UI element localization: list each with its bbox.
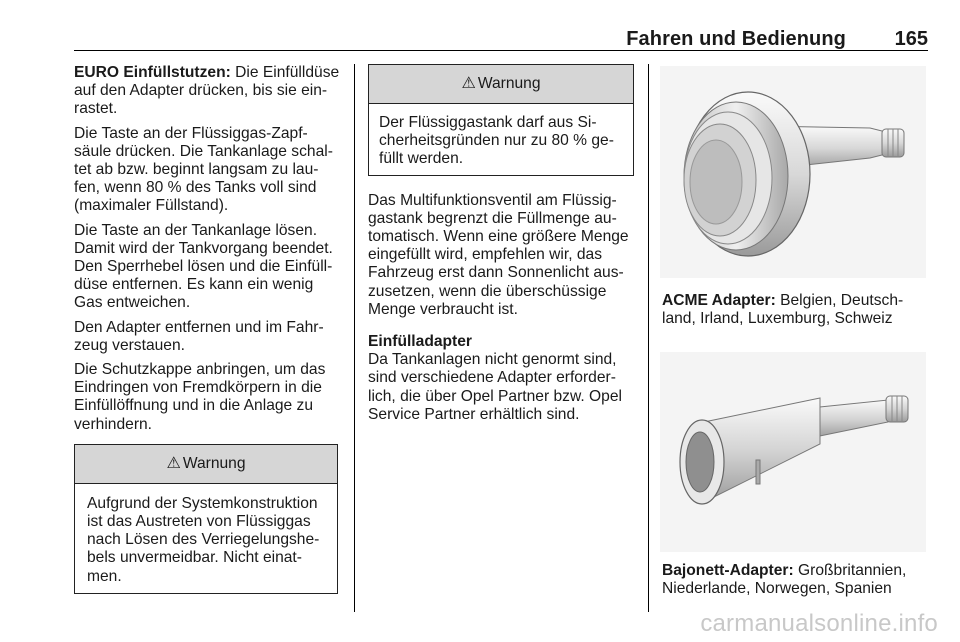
header-title: Fahren und Bedienung: [626, 28, 846, 50]
bajonett-adapter-icon: [660, 352, 926, 552]
paragraph: Den Adapter entfernen und im Fahr-zeug verstauen.: [74, 318, 324, 354]
warning-body: Der Flüssiggastank darf aus Si-cherheitsgründen nur zu 80 % ge-füllt werden.: [379, 114, 614, 168]
figure-caption: [662, 562, 928, 598]
warning-box: [74, 444, 338, 594]
warning-triangle-icon: ⚠: [461, 74, 476, 92]
warning-header: [75, 445, 337, 484]
caption-text: Belgien, Deutsch-land, Irland, Luxemburg, Schweiz: [662, 292, 904, 328]
column-2: [368, 64, 638, 430]
warning-title: Warnung: [182, 454, 246, 472]
warning-title: Warnung: [477, 74, 541, 92]
paragraph: Die Taste an der Flüssiggas-Zapf-säule drücken. Die Tankanlage schal-tet ab bzw. beginnt langsam zu lau-fen, wenn 80 % des Tanks voll sind (maximaler Füllstand).: [74, 124, 333, 215]
caption-lead: ACME Adapter:: [662, 292, 776, 309]
page-header: [74, 28, 928, 51]
page-number: 165: [894, 28, 928, 50]
column-divider: [354, 64, 355, 612]
acme-adapter-illustration: [660, 66, 926, 278]
section-title: Einfülladapter: [368, 333, 472, 351]
paragraph: Das Multifunktionsventil am Flüssig-gastank begrenzt die Füllmenge au-tomatisch. Wenn eine größere Menge eingefüllt wird, empfehlen wir, das Fahrzeug erst dann Sonnenlicht aus-zusetzen, wenn die überschüssige Menge verbraucht ist.: [368, 191, 629, 318]
paragraph: Die Schutzkappe anbringen, um das Eindringen von Fremdkörpern in die Einfüllöffnung und in die Anlage zu verhindern.: [74, 361, 326, 433]
acme-adapter-icon: [660, 66, 926, 278]
figure-caption: [662, 292, 928, 328]
paragraph-text: Die Einfülldüse auf den Adapter drücken, bis sie ein-rastet.: [74, 64, 340, 118]
bajonett-adapter-illustration: [660, 352, 926, 552]
paragraph: Da Tankanlagen nicht genormt sind, sind verschiedene Adapter erforder-lich, die über Opel Partner bzw. Opel Service Partner erhältlich sind.: [368, 351, 622, 423]
caption-text: Großbritannien, Niederlande, Norwegen, Spanien: [662, 562, 907, 598]
column-divider: [648, 64, 649, 612]
warning-body: Aufgrund der Systemkonstruktion ist das Austreten von Flüssiggas nach Lösen des Verriegelungshe-bels unvermeidbar. Nicht einat-men.: [87, 494, 320, 585]
watermark: carmanualsonline.info: [700, 610, 938, 637]
warning-box: [368, 64, 634, 176]
caption-lead: Bajonett-Adapter:: [662, 562, 794, 579]
term-lead: EURO Einfüllstutzen:: [74, 64, 231, 81]
warning-header: [369, 65, 633, 104]
warning-triangle-icon: ⚠: [166, 454, 181, 472]
paragraph: Die Taste an der Tankanlage lösen. Damit wird der Tankvorgang beendet. Den Sperrhebel lösen und die Einfüll-düse entfernen. Es kann ein wenig Gas entweichen.: [74, 221, 333, 312]
column-1: [74, 64, 342, 594]
paragraph: [74, 64, 342, 119]
